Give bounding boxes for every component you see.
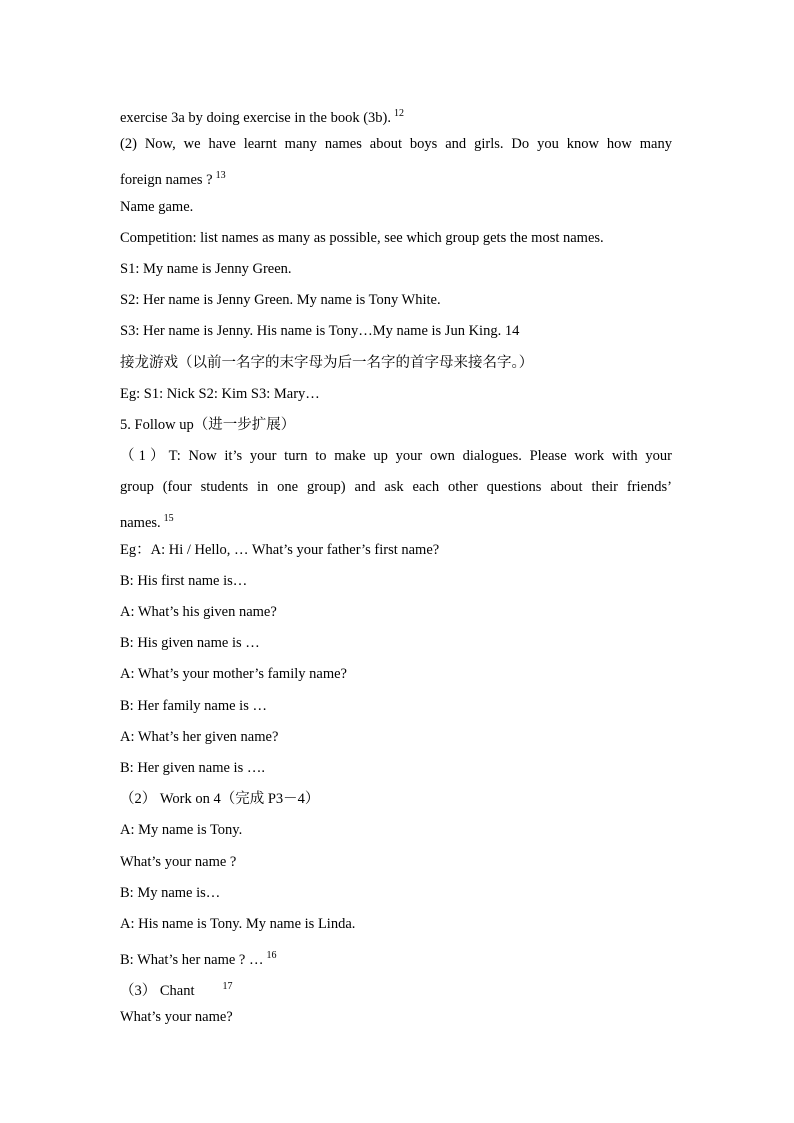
line-text: 5. Follow up（进一步扩展） bbox=[120, 416, 296, 433]
line-text: exercise 3a by doing exercise in the book (3b). bbox=[120, 110, 391, 126]
line-text: What’s your name? bbox=[120, 1009, 233, 1026]
line-text: Eg：A: Hi / Hello, … What’s your father’s first name? bbox=[120, 541, 440, 558]
footnote-marker: 13 bbox=[215, 170, 226, 182]
line-text: B: Her family name is … bbox=[120, 697, 267, 714]
text-line bbox=[120, 472, 672, 503]
text-line bbox=[120, 160, 672, 191]
text-line bbox=[120, 597, 672, 628]
text-line bbox=[120, 691, 672, 722]
footnote-marker: 17 bbox=[222, 981, 233, 993]
line-text: B: Her given name is …. bbox=[120, 759, 265, 776]
text-line bbox=[120, 285, 672, 316]
footnote-marker: 15 bbox=[163, 513, 174, 525]
line-text: group (four students in one group) and ask each other questions about their friends’ bbox=[120, 479, 672, 496]
footnote-marker: 12 bbox=[393, 108, 404, 119]
lesson-plan-text bbox=[120, 98, 672, 1034]
text-line bbox=[120, 628, 672, 659]
text-line bbox=[120, 379, 672, 410]
line-text: foreign names ? bbox=[120, 172, 213, 189]
text-line bbox=[120, 659, 672, 690]
text-line bbox=[120, 98, 672, 129]
line-text: 接龙游戏（以前一名字的末字母为后一名字的首字母来接名字。） bbox=[120, 354, 534, 371]
line-text: A: What’s your mother’s family name? bbox=[120, 666, 347, 683]
line-text: （2） Work on 4（完成 P3－4） bbox=[120, 791, 320, 808]
line-text: (2) Now, we have learnt many names about boys and girls. Do you know how many bbox=[120, 136, 672, 153]
line-text: （1）T: Now it’s your turn to make up your own dialogues. Please work with your bbox=[120, 448, 672, 465]
footnote-marker: 16 bbox=[266, 950, 277, 962]
text-line bbox=[120, 784, 672, 815]
text-line bbox=[120, 535, 672, 566]
line-text: A: What’s her given name? bbox=[120, 728, 279, 745]
text-line bbox=[120, 753, 672, 784]
line-text: A: My name is Tony. bbox=[120, 822, 243, 839]
line-text: Name game. bbox=[120, 198, 194, 215]
line-text: （3） Chant bbox=[120, 983, 195, 1000]
line-text: Competition: list names as many as possible, see which group gets the most names. bbox=[120, 229, 604, 246]
line-text: Eg: S1: Nick S2: Kim S3: Mary… bbox=[120, 385, 320, 402]
line-text: B: My name is… bbox=[120, 884, 221, 901]
text-line bbox=[120, 441, 672, 472]
line-text: S2: Her name is Jenny Green. My name is Tony White. bbox=[120, 292, 441, 309]
text-line bbox=[120, 940, 672, 971]
line-text: S3: Her name is Jenny. His name is Tony…My name is Jun King. 14 bbox=[120, 323, 520, 340]
text-line bbox=[120, 223, 672, 254]
text-line bbox=[120, 566, 672, 597]
line-text: A: What’s his given name? bbox=[120, 604, 277, 620]
line-text: A: His name is Tony. My name is Linda. bbox=[120, 915, 356, 932]
text-line bbox=[120, 192, 672, 223]
text-line bbox=[120, 254, 672, 285]
text-line bbox=[120, 348, 672, 379]
line-text: names. bbox=[120, 515, 161, 532]
text-line bbox=[120, 878, 672, 909]
text-line bbox=[120, 316, 672, 347]
line-text: B: What’s her name ? … bbox=[120, 952, 264, 969]
text-line bbox=[120, 722, 672, 753]
text-line bbox=[120, 503, 672, 534]
text-line bbox=[120, 909, 672, 940]
text-line bbox=[120, 129, 672, 160]
line-text: What’s your name ? bbox=[120, 853, 237, 870]
line-text: B: His first name is… bbox=[120, 572, 248, 589]
line-text: B: His given name is … bbox=[120, 635, 260, 652]
text-line bbox=[120, 1002, 672, 1033]
text-line bbox=[120, 971, 672, 1002]
text-line bbox=[120, 847, 672, 878]
line-text: S1: My name is Jenny Green. bbox=[120, 260, 292, 277]
text-line bbox=[120, 410, 672, 441]
text-line bbox=[120, 815, 672, 846]
